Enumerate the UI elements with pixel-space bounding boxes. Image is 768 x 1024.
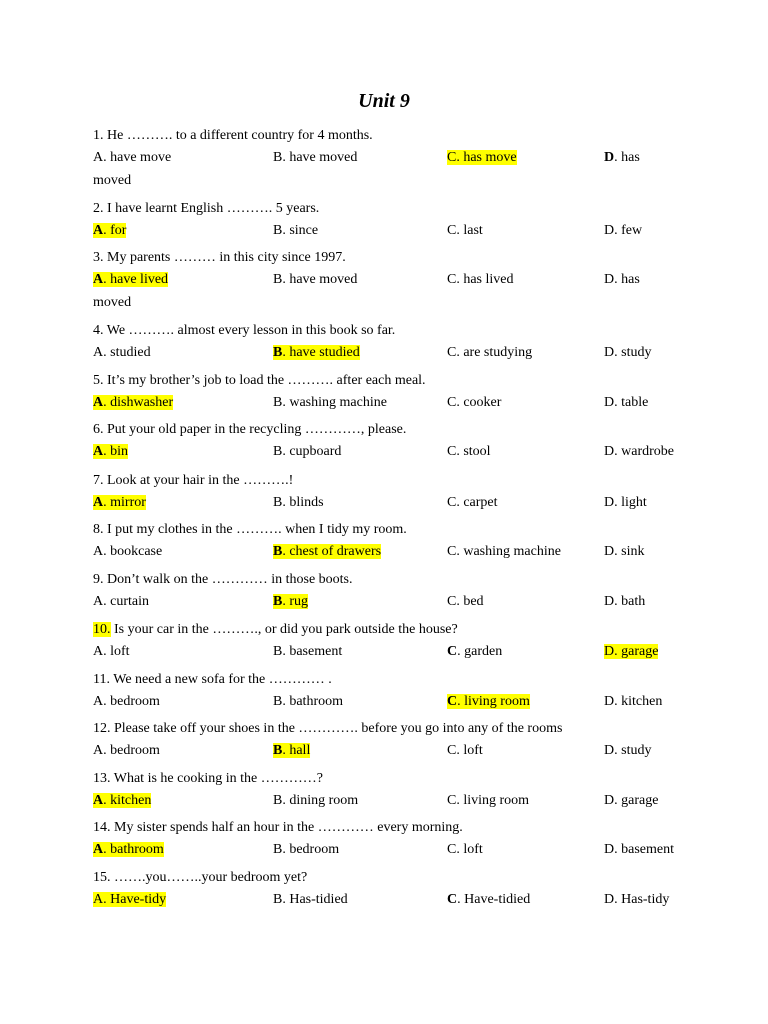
option-letter: C [447,793,457,808]
answer-option-a [93,543,162,561]
option-letter: C [447,495,457,510]
option-text: . bath [614,594,646,609]
question-stem [93,571,353,589]
answer-option-c [447,742,483,760]
answer-option-b [273,394,387,412]
option-text: . dining room [282,793,359,808]
option-letter: C [447,892,458,907]
question-text: 11. We need a new sofa for the ………… . [93,672,332,687]
option-letter: A [93,345,104,360]
answer-option-b [273,643,342,661]
option-content [447,793,529,808]
option-text: . study [614,345,652,360]
option-letter: A [93,594,104,609]
option-text: . have studied [282,345,360,360]
option-letter: B [273,594,283,609]
option-letter: B [273,223,283,238]
answer-option-a [93,494,146,512]
question-stem [93,720,562,738]
option-letter: C [447,150,457,165]
option-text: . bathroom [103,842,164,857]
answer-option-a [93,742,160,760]
option-text: . washing machine [282,395,387,410]
option-letter: B [273,743,283,758]
question-text: 13. What is he cooking in the …………? [93,771,323,786]
answer-option-c [447,643,502,661]
question-item [93,372,693,414]
option-text: . table [614,395,649,410]
option-content [93,495,146,510]
question-stem [93,621,458,639]
option-text: . garage [614,644,659,659]
option-letter: B [273,150,283,165]
option-content [604,842,674,857]
option-text: . Has-tidied [282,892,348,907]
answer-option-a [93,271,168,289]
option-text: . few [614,223,643,238]
page-title: Unit 9 [358,90,410,112]
answer-option-a [93,593,149,611]
option-text: . cooker [456,395,502,410]
answer-option-c [447,494,498,512]
answer-option-c [447,149,517,167]
option-content [604,223,642,238]
answer-option-b [273,693,343,711]
question-stem [93,472,293,490]
option-text: . have move [103,150,172,165]
option-text: . washing machine [456,544,561,559]
option-text: . chest of drawers [282,544,382,559]
question-stem [93,200,319,218]
question-text: 6. Put your old paper in the recycling …………, please. [93,422,407,437]
answer-option-d [604,841,674,859]
option-text: . are studying [456,345,533,360]
option-content [273,842,339,857]
option-letter: C [447,544,457,559]
option-letter: B [273,644,283,659]
option-content [273,395,387,410]
option-letter: D [604,892,615,907]
option-wrap-text: moved [93,173,132,188]
question-item [93,621,693,663]
option-text: . rug [282,594,309,609]
option-text: . sink [614,544,645,559]
answer-option-d [604,494,647,512]
option-letter: D [604,842,615,857]
option-letter: A [93,272,104,287]
option-text: . Has-tidy [614,892,670,907]
option-content [273,223,318,238]
answer-option-d [604,344,651,362]
option-letter: B [273,272,283,287]
answer-option-d [604,643,658,661]
option-content [93,743,160,758]
option-text: . bedroom [282,842,340,857]
option-content [447,345,532,360]
option-content [604,345,651,360]
answer-option-b [273,792,358,810]
answer-option-d [604,222,642,240]
answer-option-b [273,149,357,167]
option-letter: C [447,594,457,609]
option-letter: C [447,694,458,709]
option-content [273,345,360,360]
answer-option-c [447,891,530,909]
answer-option-c [447,344,532,362]
option-text: . basement [282,644,343,659]
option-content [273,743,310,758]
option-content [604,892,669,907]
answer-option-a [93,222,126,240]
option-letter: C [447,444,457,459]
answer-option-d [604,693,662,711]
option-text: . loft [456,743,483,758]
option-text: . has [614,272,640,287]
question-text: 12. Please take off your shoes in the …………. before you go into any of the rooms [93,721,563,736]
answer-option-a [93,643,130,661]
question-text: 5. It’s my brother’s job to load the ………. after each meal. [93,373,426,388]
answer-option-d [604,593,645,611]
option-letter: B [273,892,283,907]
question-item [93,869,693,911]
question-stem [93,671,332,689]
answer-option-c [447,693,530,711]
option-wrap-text: moved [93,295,132,310]
option-letter: B [273,495,283,510]
question-item [93,571,693,613]
option-text: . living room [457,694,530,709]
answer-option-d [604,792,658,810]
option-content [93,644,130,659]
answer-option-b [273,222,318,240]
option-content [604,150,640,165]
option-letter: A [93,793,104,808]
option-text: . cupboard [282,444,342,459]
question-text: 4. We ………. almost every lesson in this book so far. [93,323,396,338]
option-text: . has move [456,150,517,165]
question-item [93,521,693,563]
question-stem [93,819,463,837]
option-letter: A [93,395,104,410]
option-content [604,544,644,559]
option-letter: D [604,444,615,459]
option-content [273,892,348,907]
option-text: . loft [456,842,483,857]
answer-option-d [604,443,674,461]
option-content [604,395,648,410]
option-content [604,694,662,709]
option-text: . bedroom [103,743,160,758]
option-text: . bedroom [103,694,160,709]
option-content [273,444,341,459]
option-content [604,644,658,659]
option-content [273,272,357,287]
answer-option-c [447,222,483,240]
option-letter: D [604,395,615,410]
option-letter: C [447,644,458,659]
option-letter: D [604,544,615,559]
option-content [93,223,126,238]
question-item [93,819,693,861]
question-text: 9. Don’t walk on the ………… in those boots. [93,572,353,587]
question-item [93,671,693,713]
option-content [447,444,491,459]
option-letter: C [447,743,457,758]
answer-option-b [273,742,310,760]
option-text: . light [614,495,647,510]
option-content [93,842,164,857]
option-content [93,694,160,709]
option-content [93,444,128,459]
option-letter: B [273,793,283,808]
option-letter: D [604,793,615,808]
question-stem [93,372,426,390]
answer-option-d [604,891,669,909]
answer-option-d [604,149,640,167]
answer-option-d [604,271,640,289]
option-letter: A [93,223,104,238]
option-letter: D [604,644,615,659]
option-content [604,444,674,459]
option-letter: C [447,842,457,857]
option-content [447,694,530,709]
question-stem [93,421,406,439]
option-content [93,395,173,410]
option-content [93,892,166,907]
option-letter: C [447,395,457,410]
option-content [93,150,171,165]
question-stem [93,869,307,887]
option-text: . bin [103,444,129,459]
option-text: . since [282,223,319,238]
option-content [273,793,358,808]
answer-option-a [93,792,151,810]
question-text: Is your car in the ………., or did you park outside the house? [110,622,458,637]
option-content [604,272,640,287]
option-content [447,644,502,659]
option-text: . for [103,223,127,238]
question-text: 7. Look at your hair in the ……….! [93,473,294,488]
answer-option-d [604,394,648,412]
option-letter: D [604,272,615,287]
option-letter: A [93,444,104,459]
option-letter: D [604,150,615,165]
answer-option-a [93,149,171,167]
option-text: . last [456,223,483,238]
option-text: . kitchen [103,793,152,808]
option-text: . mirror [103,495,146,510]
option-text: . studied [103,345,151,360]
option-content [604,793,658,808]
question-text: 2. I have learnt English ………. 5 years. [93,201,320,216]
option-text: . Have-tidied [457,892,531,907]
option-text: . living room [456,793,530,808]
question-text: 1. He ………. to a different country for 4 months. [93,128,373,143]
question-text: 15. …….you……..your bedroom yet? [93,870,308,885]
option-text: . Have-tidy [103,892,167,907]
option-letter: C [447,345,457,360]
question-item [93,249,693,310]
answer-option-a [93,394,173,412]
question-item [93,421,693,463]
option-letter: A [93,842,104,857]
option-content [604,594,645,609]
answer-option-b [273,344,360,362]
option-letter: B [273,694,283,709]
option-content [447,223,483,238]
option-letter: A [93,150,104,165]
option-content [447,272,514,287]
answer-option-b [273,494,324,512]
option-content [93,272,168,287]
answer-option-c [447,792,529,810]
option-letter: C [447,223,457,238]
answer-option-b [273,593,308,611]
option-content [447,892,530,907]
option-letter: D [604,223,615,238]
option-text: . garage [614,793,659,808]
option-content [273,694,343,709]
option-content [447,743,483,758]
question-text: 8. I put my clothes in the ………. when I tidy my room. [93,522,407,537]
question-stem [93,770,323,788]
option-letter: D [604,743,615,758]
question-stem [93,521,407,539]
answer-option-b [273,443,341,461]
answer-option-d [604,543,644,561]
question-text: 14. My sister spends half an hour in the ………… every morning. [93,820,463,835]
option-content [447,842,483,857]
option-text: . stool [456,444,491,459]
question-stem [93,127,373,145]
option-text: . blinds [282,495,324,510]
option-content [93,345,151,360]
option-text: . basement [614,842,674,857]
question-number: 10. [93,622,111,637]
question-stem [93,322,395,340]
question-text: 3. My parents ……… in this city since 1997. [93,250,346,265]
answer-option-b [273,271,357,289]
option-content [447,395,501,410]
question-stem [93,249,346,267]
option-letter: D [604,495,615,510]
option-text: . study [614,743,652,758]
option-text: . bed [456,594,484,609]
option-content [447,544,561,559]
option-content [447,495,498,510]
option-text: . bathroom [282,694,343,709]
answer-option-b [273,841,339,859]
answer-option-a [93,443,128,461]
option-letter: A [93,743,104,758]
question-item [93,200,693,242]
option-content [447,150,517,165]
answer-option-a [93,344,151,362]
option-text: . hall [282,743,311,758]
option-text: . has [614,150,640,165]
option-letter: B [273,444,283,459]
option-content [604,743,651,758]
answer-option-c [447,271,514,289]
option-letter: B [273,842,283,857]
answer-option-a [93,891,166,909]
option-content [93,594,149,609]
answer-option-b [273,891,348,909]
option-letter: A [93,644,104,659]
option-letter: B [273,395,283,410]
option-content [447,594,484,609]
answer-option-c [447,543,561,561]
answer-option-c [447,443,491,461]
option-text: . carpet [456,495,498,510]
option-letter: A [93,495,104,510]
question-item [93,770,693,812]
option-content [273,594,308,609]
option-text: . bookcase [103,544,163,559]
option-text: . dishwasher [103,395,174,410]
option-text: . has lived [456,272,514,287]
option-letter: B [273,345,283,360]
option-letter: D [604,594,615,609]
option-content [273,544,381,559]
answer-option-d [604,742,651,760]
option-letter: D [604,694,615,709]
option-text: . wardrobe [614,444,674,459]
question-item [93,472,693,514]
option-text: . have moved [282,272,358,287]
option-text: . loft [103,644,130,659]
option-letter: D [604,345,615,360]
answer-option-c [447,841,483,859]
question-item [93,322,693,364]
option-content [273,150,357,165]
answer-option-a [93,693,160,711]
option-content [93,793,151,808]
option-content [273,644,342,659]
question-item [93,127,693,188]
answer-option-a [93,841,164,859]
option-letter: A [93,892,104,907]
answer-option-c [447,394,501,412]
option-text: . curtain [103,594,149,609]
option-content [273,495,324,510]
answer-option-b [273,543,381,561]
option-content [93,544,162,559]
option-text: . kitchen [614,694,663,709]
option-text: . garden [457,644,503,659]
option-letter: A [93,694,104,709]
option-text: . have moved [282,150,358,165]
option-letter: C [447,272,457,287]
option-content [604,495,647,510]
option-text: . have lived [103,272,169,287]
option-letter: B [273,544,283,559]
option-letter: A [93,544,104,559]
answer-option-c [447,593,484,611]
question-item [93,720,693,762]
